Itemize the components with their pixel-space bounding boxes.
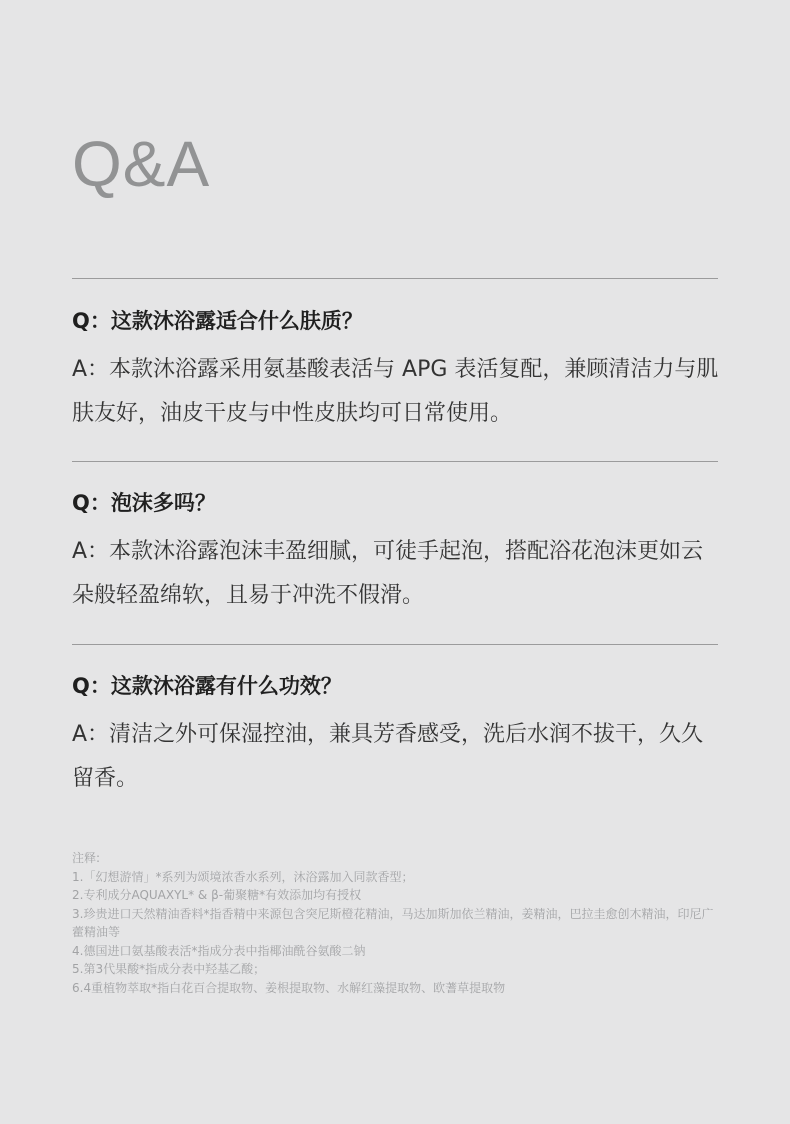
question: Q：这款沐浴露适合什么肤质？ xyxy=(72,309,363,333)
qa-item xyxy=(72,488,722,618)
footnote-line: 2.专利成分AQUAXYL* & β-葡聚糖*有效添加均有授权 xyxy=(72,888,362,902)
footnote-line: 6.4重植物萃取*指白花百合提取物、姜根提取物、水解红藻提取物、欧蓍草提取物 xyxy=(72,980,506,995)
question: Q：这款沐浴露有什么功效？ xyxy=(72,674,342,698)
footnotes xyxy=(72,849,722,997)
divider xyxy=(72,278,718,279)
qa-item xyxy=(72,306,722,436)
answer: A：清洁之外可保湿控油，兼具芳香感受，洗后水润不拔干，久久留香。 xyxy=(72,722,704,791)
divider xyxy=(72,461,718,462)
answer: A：本款沐浴露泡沫丰盈细腻，可徒手起泡，搭配浴花泡沫更如云朵般轻盈绵软，且易于冲洗不假滑。 xyxy=(72,539,704,608)
footnote-line: 3.珍贵进口天然精油香料*指香精中来源包含突尼斯橙花精油，马达加斯加依兰精油，姜精油，巴拉圭愈创木精油，印尼广藿精油等 xyxy=(72,906,714,939)
page-title: Q&A xyxy=(72,128,211,200)
footnote-line: 1.「幻想游情」*系列为颂境浓香水系列，沐浴露加入同款香型； xyxy=(72,869,414,884)
footnote-line: 5.第3代果酸*指成分表中羟基乙酸； xyxy=(72,962,266,976)
footnotes-heading: 注释: xyxy=(72,851,101,865)
footnote-line: 4.德国进口氨基酸表活*指成分表中指椰油酰谷氨酸二钠 xyxy=(72,943,366,958)
divider xyxy=(72,644,718,645)
answer: A：本款沐浴露采用氨基酸表活与 APG 表活复配，兼顾清洁力与肌肤友好，油皮干皮与中性皮肤均可日常使用。 xyxy=(72,357,719,426)
qa-item xyxy=(72,671,722,801)
question: Q：泡沫多吗？ xyxy=(72,491,216,515)
